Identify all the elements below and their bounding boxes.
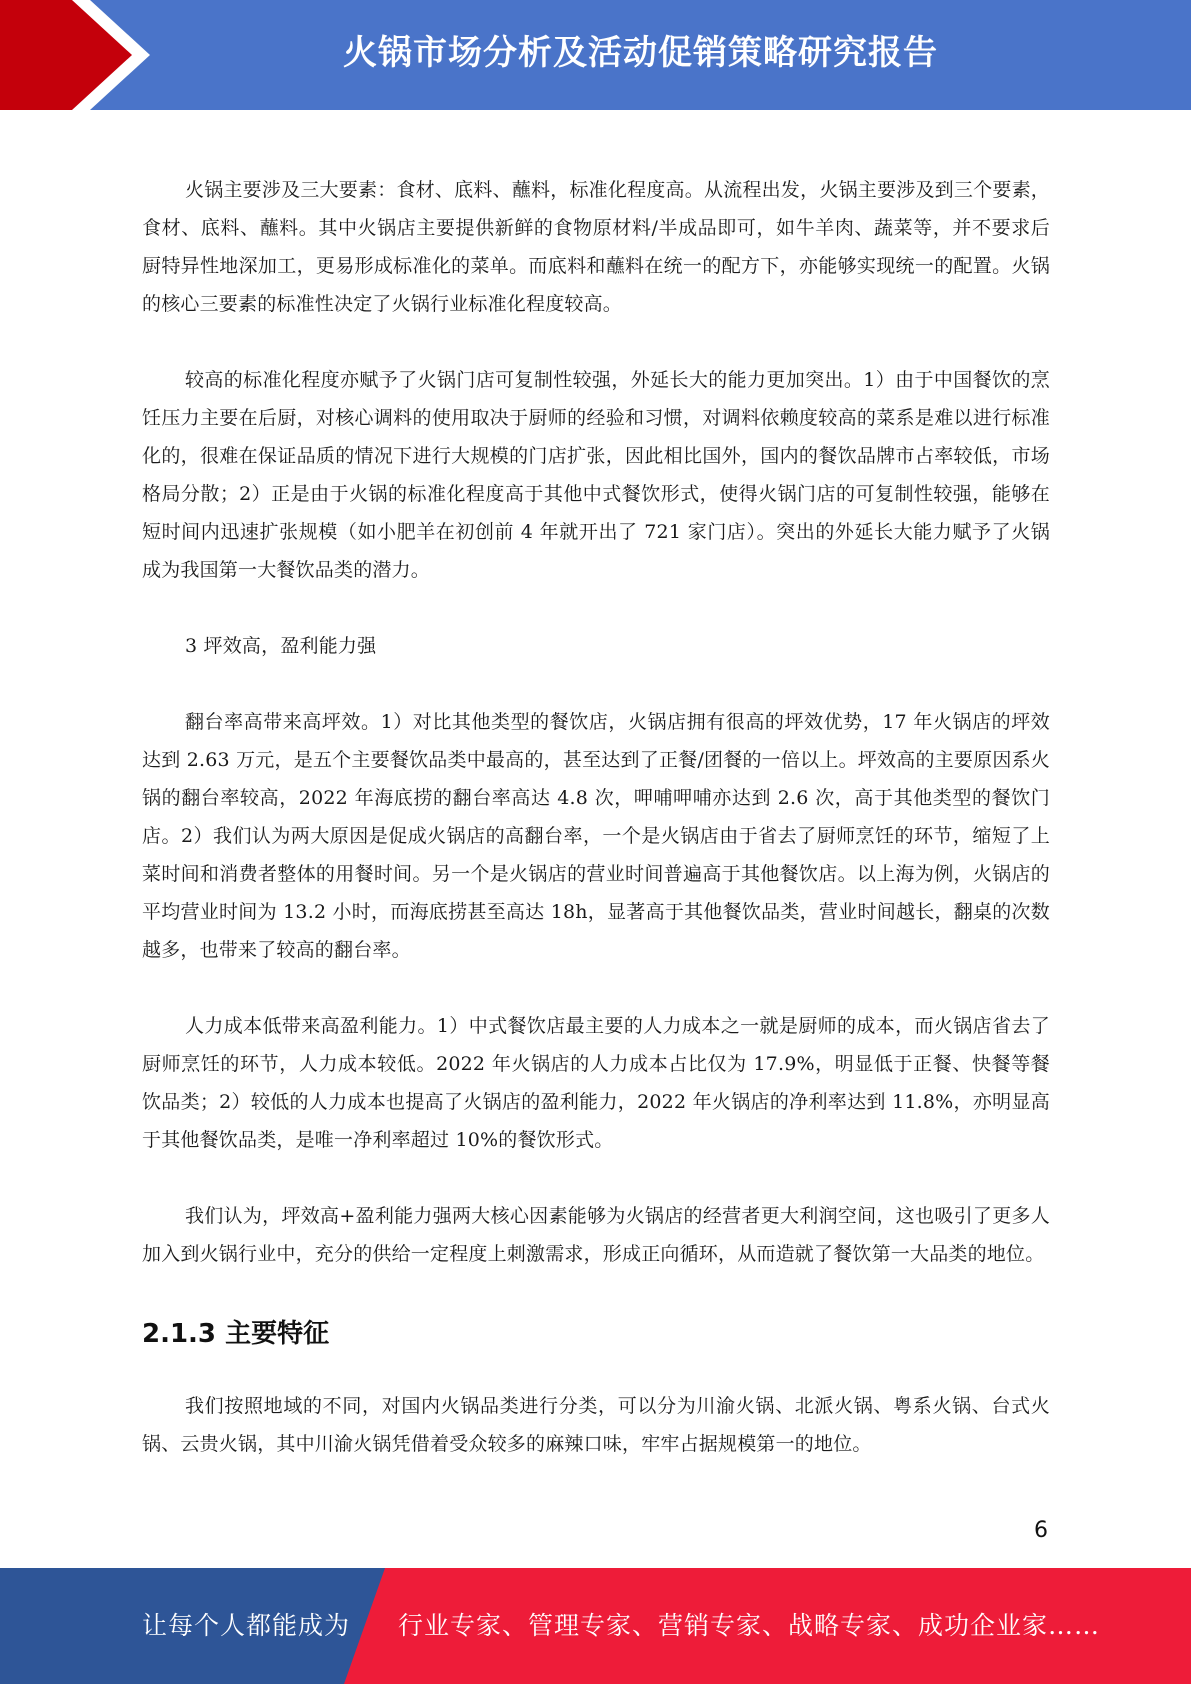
paragraph: 人力成本低带来高盈利能力。1）中式餐饮店最主要的人力成本之一就是厨师的成本，而火锅店省去了厨师烹饪的环节，人力成本较低。2022 年火锅店的人力成本占比仅为 17.9%，明显低于正餐、快餐等餐饮品类；2）较低的人力成本也提高了火锅店的盈利能力，2022 年火锅店的净利率达到 11.8%，亦明显高于其他餐饮品类，是唯一净利率超过 10%的餐饮形式。 [142, 1015, 1050, 1151]
page-number: 6 [1034, 1518, 1048, 1543]
paragraph: 翻台率高带来高坪效。1）对比其他类型的餐饮店，火锅店拥有很高的坪效优势，17 年火锅店的坪效达到 2.63 万元，是五个主要餐饮品类中最高的，甚至达到了正餐/团餐的一倍以上。坪效高的主要原因系火锅的翻台率较高，2022 年海底捞的翻台率高达 4.8 次，呷哺呷哺亦达到 2.6 次，高于其他类型的餐饮门店。2）我们认为两大原因是促成火锅店的高翻台率，一个是火锅店由于省去了厨师烹饪的环节，缩短了上菜时间和消费者整体的用餐时间。另一个是火锅店的营业时间普遍高于其他餐饮店。以上海为例，火锅店的平均营业时间为 13.2 小时，而海底捞甚至高达 18h，显著高于其他餐饮品类，营业时间越长，翻桌的次数越多，也带来了较高的翻台率。 [142, 711, 1050, 961]
section-heading: 2.1.3 主要特征 [142, 1319, 330, 1349]
footer-banner [0, 1568, 1191, 1684]
paragraph: 较高的标准化程度亦赋予了火锅门店可复制性较强，外延长大的能力更加突出。1）由于中国餐饮的烹饪压力主要在后厨，对核心调料的使用取决于厨师的经验和习惯，对调料依赖度较高的菜系是难以进行标准化的，很难在保证品质的情况下进行大规模的门店扩张，因此相比国外，国内的餐饮品牌市占率较低，市场格局分散；2）正是由于火锅的标准化程度高于其他中式餐饮形式，使得火锅门店的可复制性较强，能够在短时间内迅速扩张规模（如小肥羊在初创前 4 年就开出了 721 家门店）。突出的外延长大能力赋予了火锅成为我国第一大餐饮品类的潜力。 [142, 369, 1050, 581]
footer-slogan-left: 让每个人都能成为 [142, 1611, 351, 1640]
subheading-paragraph: 3 坪效高，盈利能力强 [185, 635, 377, 657]
paragraph: 火锅主要涉及三大要素：食材、底料、蘸料，标准化程度高。从流程出发，火锅主要涉及到三个要素，食材、底料、蘸料。其中火锅店主要提供新鲜的食物原材料/半成品即可，如牛羊肉、蔬菜等，并不要求后厨特异性地深加工，更易形成标准化的菜单。而底料和蘸料在统一的配方下，亦能够实现统一的配置。火锅的核心三要素的标准性决定了火锅行业标准化程度较高。 [142, 179, 1050, 315]
paragraph: 我们认为，坪效高+盈利能力强两大核心因素能够为火锅店的经营者更大利润空间，这也吸引了更多人加入到火锅行业中，充分的供给一定程度上刺激需求，形成正向循环，从而造就了餐饮第一大品类的地位。 [142, 1205, 1050, 1265]
paragraph: 我们按照地域的不同，对国内火锅品类进行分类，可以分为川渝火锅、北派火锅、粤系火锅、台式火锅、云贵火锅，其中川渝火锅凭借着受众较多的麻辣口味，牢牢占据规模第一的地位。 [142, 1395, 1050, 1455]
header-banner [0, 0, 1191, 110]
document-body [142, 171, 1050, 1463]
report-title: 火锅市场分析及活动促销策略研究报告 [343, 33, 938, 73]
header-chevron-decoration [0, 0, 160, 110]
footer-slogan-right: 行业专家、管理专家、营销专家、战略专家、成功企业家…… [398, 1611, 1101, 1640]
